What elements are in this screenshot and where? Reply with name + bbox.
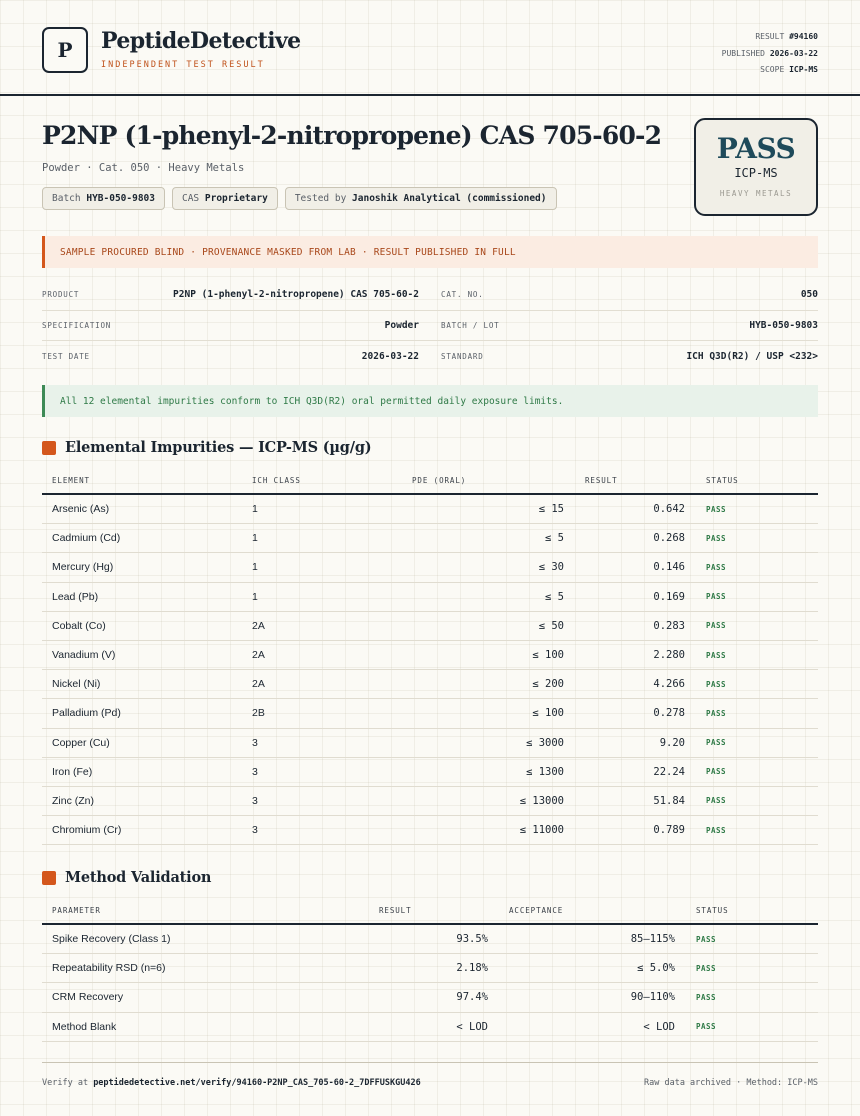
procurement-notice: SAMPLE PROCURED BLIND · PROVENANCE MASKED FROM LAB · RESULT PUBLISHED IN FULL: [42, 236, 818, 268]
table-row: [42, 553, 818, 582]
result-value: 9.20: [659, 736, 685, 749]
verdict-method: ICP-MS: [734, 166, 778, 180]
pde-limit: ≤ 100: [532, 707, 564, 720]
col-val-status: STATUS: [696, 905, 729, 915]
pde-limit: ≤ 5: [545, 590, 564, 603]
element-name: Iron (Fe): [52, 765, 93, 778]
archive-note: Raw data archived · Method: ICP-MS: [644, 1077, 818, 1088]
result-value: 0.169: [653, 590, 685, 603]
acceptance-range: 90–110%: [630, 991, 675, 1004]
table-row: [42, 816, 818, 845]
ich-class: 3: [252, 824, 258, 837]
report-footer: [42, 1062, 818, 1102]
standard-value: ICH Q3D(R2) / USP <232>: [686, 350, 818, 362]
verify-line: Verify at peptidedetective.net/verify/94160-P2NP_CAS_705-60-2_7DFFUSKGU426: [42, 1077, 421, 1088]
col-result: RESULT: [585, 475, 618, 485]
status-badge: PASS: [706, 796, 727, 806]
table-row: [42, 524, 818, 553]
info-row: [42, 341, 818, 372]
col-status: STATUS: [706, 475, 739, 485]
element-name: Nickel (Ni): [52, 678, 101, 691]
tested-by-tag: Tested by Janoshik Analytical (commissioned): [285, 187, 557, 210]
ich-class: 2A: [252, 649, 265, 662]
info-grid: [42, 280, 818, 372]
table-row: [42, 758, 818, 787]
col-ich-class: ICH CLASS: [252, 475, 301, 485]
result-value: 51.84: [653, 794, 685, 807]
impurities-section-header: [42, 439, 371, 456]
table-row: [42, 983, 818, 1012]
date-value: 2026-03-22: [361, 350, 419, 362]
pde-limit: ≤ 30: [538, 561, 564, 574]
info-row: [42, 280, 818, 311]
cat-value: 050: [800, 289, 818, 301]
acceptance-range: 85–115%: [630, 933, 675, 946]
parameter-name: Method Blank: [52, 1020, 117, 1033]
col-acceptance: ACCEPTANCE: [509, 905, 564, 915]
result-value: 2.280: [653, 649, 685, 662]
validation-section-header: [42, 869, 211, 886]
element-name: Arsenic (As): [52, 503, 110, 516]
result-value: 0.146: [653, 561, 685, 574]
report-header: [0, 0, 860, 96]
validation-header-row: [42, 897, 818, 925]
product-label: PRODUCT: [42, 290, 80, 300]
result-value: 0.789: [653, 824, 685, 837]
status-badge: PASS: [706, 621, 727, 631]
report-meta: [722, 29, 818, 79]
element-name: Chromium (Cr): [52, 824, 122, 837]
pde-limit: ≤ 15: [538, 503, 564, 516]
pde-limit: ≤ 11000: [519, 824, 564, 837]
brand-logo: P: [42, 27, 88, 73]
ich-class: 3: [252, 736, 258, 749]
ich-class: 1: [252, 503, 258, 516]
element-name: Lead (Pb): [52, 590, 99, 603]
table-row: [42, 699, 818, 728]
verdict-text: PASS: [716, 132, 796, 165]
acceptance-range: ≤ 5.0%: [637, 962, 675, 975]
batch-label: BATCH / LOT: [441, 320, 500, 330]
impurities-body: [42, 495, 818, 845]
result-value: 4.266: [653, 678, 685, 691]
ich-class: 1: [252, 590, 258, 603]
impurities-header-row: [42, 467, 818, 495]
status-badge: PASS: [696, 992, 717, 1002]
table-row: [42, 495, 818, 524]
result-value: 0.642: [653, 503, 685, 516]
pde-limit: ≤ 13000: [519, 794, 564, 807]
batch-value: HYB-050-9803: [749, 319, 818, 331]
pde-limit: ≤ 100: [532, 649, 564, 662]
section-marker-icon: [42, 441, 56, 455]
table-row: [42, 612, 818, 641]
brand-subtitle: INDEPENDENT TEST RESULT: [101, 60, 265, 70]
table-row: [42, 1013, 818, 1042]
validation-result: 2.18%: [456, 962, 488, 975]
element-name: Palladium (Pd): [52, 707, 121, 720]
validation-result: 97.4%: [456, 991, 488, 1004]
element-name: Mercury (Hg): [52, 561, 114, 574]
element-name: Cadmium (Cd): [52, 532, 121, 545]
status-badge: PASS: [706, 592, 727, 602]
element-name: Zinc (Zn): [52, 794, 94, 807]
cat-label: CAT. NO.: [441, 290, 484, 300]
ich-class: 3: [252, 794, 258, 807]
parameter-name: Repeatability RSD (n=6): [52, 962, 166, 975]
section-marker-icon: [42, 871, 56, 885]
col-val-result: RESULT: [379, 905, 412, 915]
table-row: [42, 670, 818, 699]
pde-limit: ≤ 1300: [526, 765, 564, 778]
acceptance-range: < LOD: [643, 1020, 675, 1033]
product-value: P2NP (1-phenyl-2-nitropropene) CAS 705-60-2: [173, 289, 419, 301]
meta-published: PUBLISHED 2026-03-22: [721, 48, 818, 58]
table-row: [42, 729, 818, 758]
ich-class: 1: [252, 561, 258, 574]
status-badge: PASS: [706, 650, 727, 660]
result-value: 0.268: [653, 532, 685, 545]
impurities-title: Elemental Impurities — ICP-MS (µg/g): [65, 439, 372, 456]
validation-table: [42, 897, 818, 1042]
element-name: Copper (Cu): [52, 736, 110, 749]
col-element: ELEMENT: [52, 475, 90, 485]
ich-class: 2B: [252, 707, 265, 720]
ich-class: 1: [252, 532, 258, 545]
impurities-table: [42, 467, 818, 845]
validation-result: < LOD: [456, 1020, 488, 1033]
pde-limit: ≤ 3000: [526, 736, 564, 749]
result-value: 0.283: [653, 619, 685, 632]
ich-class: 3: [252, 765, 258, 778]
parameter-name: Spike Recovery (Class 1): [52, 933, 171, 946]
table-row: [42, 641, 818, 670]
standard-label: STANDARD: [441, 351, 484, 361]
meta-scope: SCOPE ICP-MS: [760, 65, 818, 74]
validation-title: Method Validation: [65, 869, 212, 886]
info-row: [42, 311, 818, 342]
pde-limit: ≤ 5: [545, 532, 564, 545]
meta-result: RESULT #94160: [755, 32, 818, 41]
verdict-category: HEAVY METALS: [719, 189, 793, 198]
conformance-banner: All 12 elemental impurities conform to ICH Q3D(R2) oral permitted daily exposure limits.: [42, 385, 818, 417]
table-row: [42, 954, 818, 983]
ich-class: 2A: [252, 678, 265, 691]
verify-link[interactable]: peptidedetective.net/verify/94160-P2NP_CAS_705-60-2_7DFFUSKGU426: [93, 1077, 421, 1088]
status-badge: PASS: [706, 533, 727, 543]
element-name: Cobalt (Co): [52, 619, 106, 632]
table-row: [42, 925, 818, 954]
element-name: Vanadium (V): [52, 649, 116, 662]
status-badge: PASS: [696, 1022, 717, 1032]
status-badge: PASS: [696, 934, 717, 944]
spec-value: Powder: [384, 319, 419, 331]
status-badge: PASS: [696, 963, 717, 973]
result-value: 22.24: [653, 765, 685, 778]
col-parameter: PARAMETER: [52, 905, 101, 915]
date-label: TEST DATE: [42, 351, 90, 361]
verdict-stamp: [694, 118, 818, 216]
pde-limit: ≤ 50: [538, 619, 564, 632]
parameter-name: CRM Recovery: [52, 991, 124, 1004]
table-row: [42, 787, 818, 816]
validation-result: 93.5%: [456, 933, 488, 946]
page-title: P2NP (1-phenyl-2-nitropropene) CAS 705-60-2: [42, 121, 662, 150]
status-badge: PASS: [706, 679, 727, 689]
validation-body: [42, 925, 818, 1042]
table-row: [42, 583, 818, 612]
status-badge: PASS: [706, 825, 727, 835]
status-badge: PASS: [706, 738, 727, 748]
spec-label: SPECIFICATION: [42, 320, 112, 330]
status-badge: PASS: [706, 708, 727, 718]
page-subtitle: Powder · Cat. 050 · Heavy Metals: [42, 162, 245, 174]
batch-tag: Batch HYB-050-9803: [42, 187, 165, 210]
result-value: 0.278: [653, 707, 685, 720]
cas-tag: CAS Proprietary: [172, 187, 278, 210]
tag-row: [42, 187, 557, 210]
pde-limit: ≤ 200: [532, 678, 564, 691]
col-pde: PDE (ORAL): [412, 475, 467, 485]
status-badge: PASS: [706, 562, 727, 572]
ich-class: 2A: [252, 619, 265, 632]
brand-name: PeptideDetective: [101, 28, 301, 54]
status-badge: PASS: [706, 504, 727, 514]
status-badge: PASS: [706, 767, 727, 777]
